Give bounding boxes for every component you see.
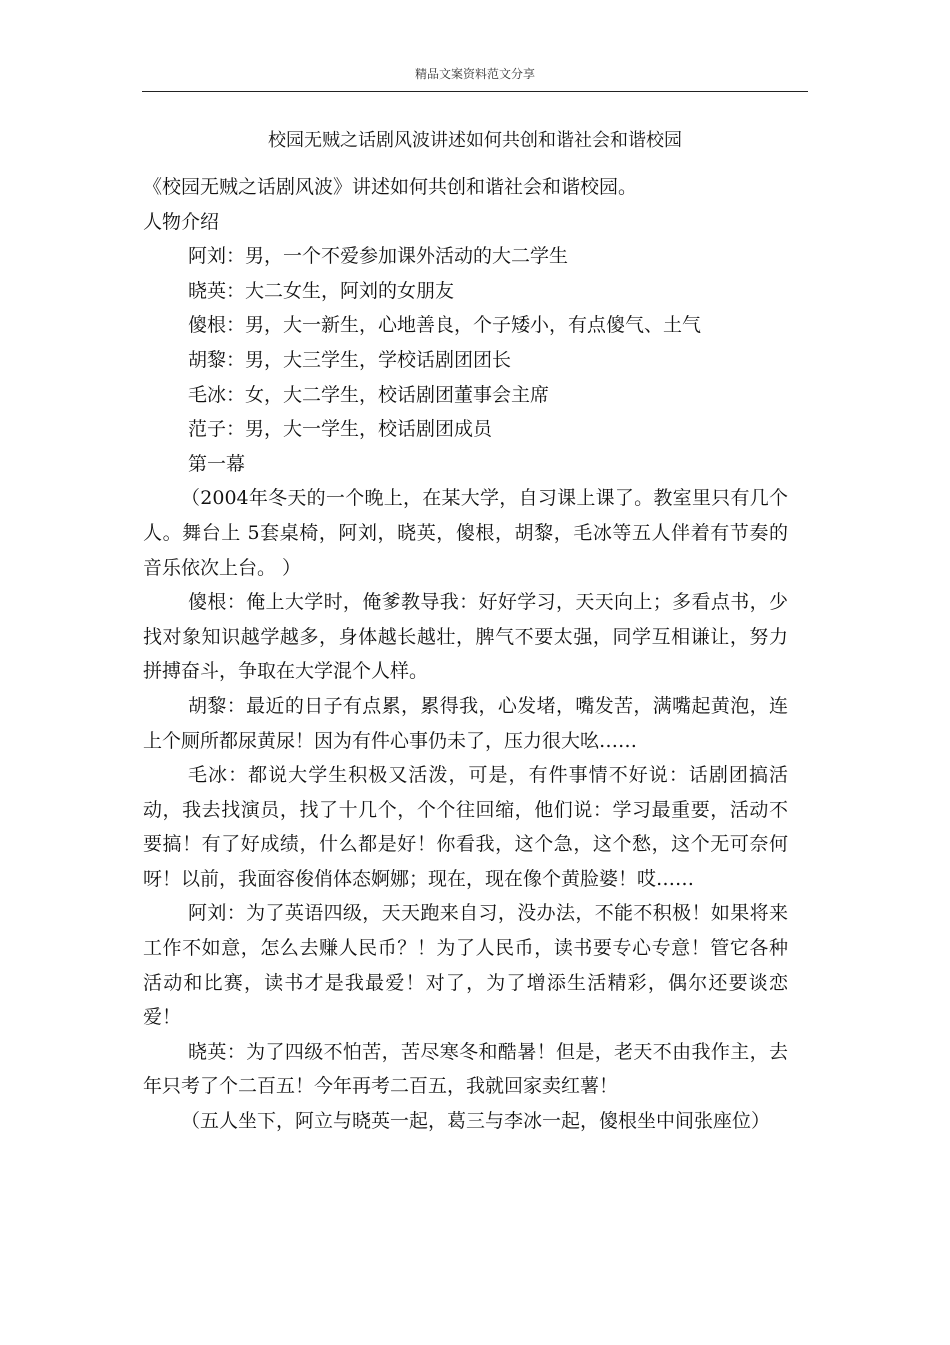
character-line: 胡黎：男，大三学生，学校话剧团团长 bbox=[188, 348, 512, 371]
character-line: 阿刘：男，一个不爱参加课外活动的大二学生 bbox=[188, 245, 569, 268]
dialogue-paragraph: 傻根：俺上大学时，俺爹教导我：好好学习，天天向上；多看点书，少找对象知识越学越多，身体越长越壮，脾气不要太强，同学互相谦让，努力拼搏奋斗，争取在大学混个人样。 bbox=[143, 591, 788, 683]
intro-line: 《校园无贼之话剧风波》讲述如何共创和谐社会和谐校园。 bbox=[143, 176, 638, 198]
page-header: 精品文案资料范文分享 bbox=[414, 67, 535, 81]
dialogue-paragraph: 胡黎：最近的日子有点累，累得我，心发堵，嘴发苦，满嘴起黄泡，连上个厕所都尿黄尿！因为有件心事仍未了，压力很大吆…… bbox=[143, 694, 788, 752]
character-line: 范子：男，大一学生，校话剧团成员 bbox=[188, 418, 493, 441]
document-body bbox=[143, 170, 788, 1139]
characters-heading: 人物介绍 bbox=[143, 210, 220, 233]
character-line: 毛冰：女，大二学生，校话剧团董事会主席 bbox=[188, 383, 550, 406]
stage-direction: （2004年冬天的一个晚上，在某大学，自习课上课了。教室里只有几个人。舞台上 5套桌椅，阿刘，晓英，傻根，胡黎，毛冰等五人伴着有节奏的音乐依次上台。 ） bbox=[143, 487, 788, 579]
character-line: 晓英：大二女生，阿刘的女朋友 bbox=[188, 279, 455, 302]
act-heading: 第一幕 bbox=[188, 452, 246, 475]
dialogue-paragraph: 阿刘：为了英语四级，天天跑来自习，没办法，不能不积极！如果将来工作不如意，怎么去赚人民币？！为了人民币，读书要专心专意！管它各种活动和比赛，读书才是我最爱！对了，为了增添生活精彩，偶尔还要谈恋爱！ bbox=[143, 902, 788, 1029]
stage-direction: （五人坐下，阿立与晓英一起，葛三与李冰一起，傻根坐中间张座位） bbox=[181, 1110, 771, 1133]
document-title: 校园无贼之话剧风波讲述如何共创和谐社会和谐校园 bbox=[268, 130, 682, 151]
dialogue-paragraph: 晓英：为了四级不怕苦，苦尽寒冬和酷暑！但是，老天不由我作主，去年只考了个二百五！今年再考二百五，我就回家卖红薯！ bbox=[143, 1040, 788, 1098]
character-line: 傻根：男，大一新生，心地善良，个子矮小，有点傻气、土气 bbox=[188, 314, 702, 337]
dialogue-paragraph: 毛冰：都说大学生积极又活泼，可是，有件事情不好说：话剧团搞活动，我去找演员，找了十几个，个个往回缩，他们说：学习最重要，活动不要搞！有了好成绩，什么都是好！你看我，这个急，这个愁，这个无可奈何呀！以前，我面容俊俏体态婀娜；现在，现在像个黄脸婆！哎…… bbox=[143, 764, 788, 890]
header-divider bbox=[142, 91, 808, 92]
